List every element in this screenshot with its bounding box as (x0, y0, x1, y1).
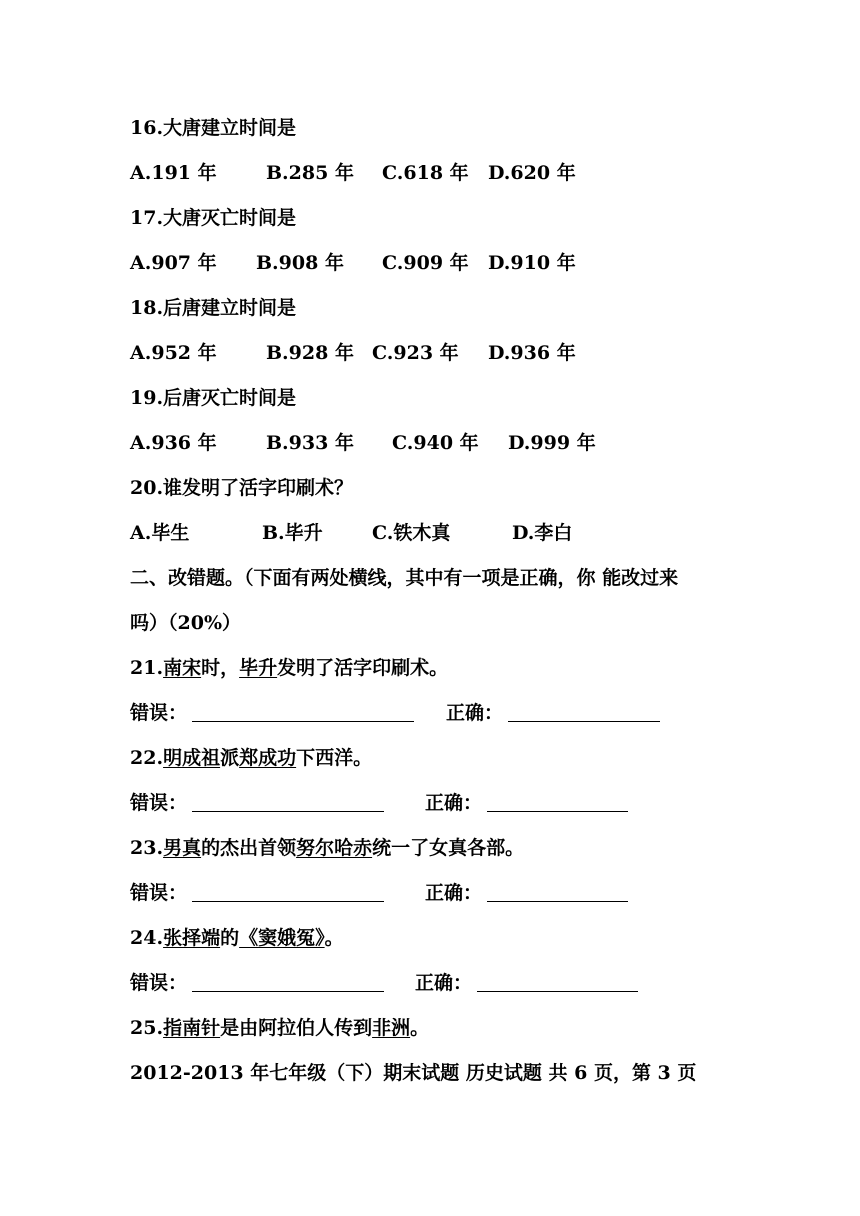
wrong-label: 错误： (130, 972, 188, 994)
option-d: D.910 年 (488, 252, 576, 274)
underlined-term-1: 张择端 (163, 927, 221, 949)
question-text: 时， (201, 657, 240, 679)
option-b: B.928 年 (266, 342, 354, 364)
question-23 (130, 836, 524, 860)
option-d: D.936 年 (488, 342, 576, 364)
option-c: C.909 年 (382, 252, 469, 274)
option-a: A.191 年 (130, 162, 217, 184)
right-answer-blank[interactable] (487, 883, 628, 902)
section-2-heading: 二、改错题。（下面有两处横线，其中有一项是正确，你 能改过来 (130, 567, 679, 589)
option-b: B.285 年 (266, 162, 354, 184)
question-20-stem: 20.谁发明了活字印刷术？ (130, 477, 354, 499)
question-text: 。 (410, 1017, 430, 1039)
wrong-label: 错误： (130, 702, 188, 724)
option-d: D.999 年 (508, 432, 596, 454)
underlined-term-2: 毕升 (239, 657, 278, 679)
underlined-term-2: 郑成功 (239, 747, 297, 769)
question-21 (130, 656, 448, 680)
option-c: C.940 年 (392, 432, 479, 454)
option-b: B.毕升 (262, 522, 323, 544)
underlined-term-1: 男真 (163, 837, 202, 859)
option-b: B.933 年 (266, 432, 354, 454)
question-text: 下西洋。 (296, 747, 373, 769)
wrong-answer-blank[interactable] (192, 703, 414, 722)
wrong-answer-blank[interactable] (192, 793, 384, 812)
wrong-label: 错误： (130, 882, 188, 904)
option-a: A.936 年 (130, 432, 217, 454)
right-answer-blank[interactable] (487, 793, 628, 812)
question-17-stem: 17.大唐灭亡时间是 (130, 207, 297, 229)
question-25 (130, 1016, 429, 1040)
wrong-answer-blank[interactable] (192, 973, 384, 992)
option-b: B.908 年 (256, 252, 344, 274)
underlined-term-2: 《窦娥冤》 (239, 927, 325, 949)
option-d: D.620 年 (488, 162, 576, 184)
section-2-heading-cont: 吗）（20%） (130, 612, 241, 634)
question-text: 发明了活字印刷术。 (277, 657, 449, 679)
underlined-term-1: 明成祖 (163, 747, 221, 769)
question-number: 25. (130, 1017, 164, 1039)
question-number: 21. (130, 657, 164, 679)
option-a: A.907 年 (130, 252, 217, 274)
option-a: A.毕生 (130, 522, 190, 544)
question-text: 是由阿拉伯人传到 (220, 1017, 373, 1039)
right-answer-blank[interactable] (508, 703, 660, 722)
underlined-term-1: 指南针 (163, 1017, 221, 1039)
option-c: C.618 年 (382, 162, 469, 184)
option-c: C.923 年 (372, 342, 459, 364)
question-16-stem: 16.大唐建立时间是 (130, 117, 297, 139)
question-text: 派 (220, 747, 240, 769)
question-18-stem: 18.后唐建立时间是 (130, 297, 297, 319)
question-text: 统一了女真各部。 (372, 837, 525, 859)
right-label: 正确： (425, 792, 483, 814)
page-footer: 2012-2013 年七年级（下）期末试题 历史试题 共 6 页，第 3 页 (130, 1062, 697, 1084)
question-22 (130, 746, 372, 770)
right-label: 正确： (425, 882, 483, 904)
question-text: 的杰出首领 (201, 837, 297, 859)
right-label: 正确： (446, 702, 504, 724)
right-label: 正确： (415, 972, 473, 994)
option-d: D.李白 (512, 522, 573, 544)
question-24 (130, 926, 344, 950)
question-19-stem: 19.后唐灭亡时间是 (130, 387, 297, 409)
question-text: 的 (220, 927, 240, 949)
question-text: 。 (324, 927, 344, 949)
option-c: C.铁木真 (372, 522, 451, 544)
question-number: 24. (130, 927, 164, 949)
question-number: 22. (130, 747, 164, 769)
underlined-term-2: 非洲 (372, 1017, 411, 1039)
question-number: 23. (130, 837, 164, 859)
underlined-term-1: 南宋 (163, 657, 202, 679)
wrong-answer-blank[interactable] (192, 883, 384, 902)
underlined-term-2: 努尔哈赤 (296, 837, 373, 859)
wrong-label: 错误： (130, 792, 188, 814)
option-a: A.952 年 (130, 342, 217, 364)
right-answer-blank[interactable] (477, 973, 638, 992)
